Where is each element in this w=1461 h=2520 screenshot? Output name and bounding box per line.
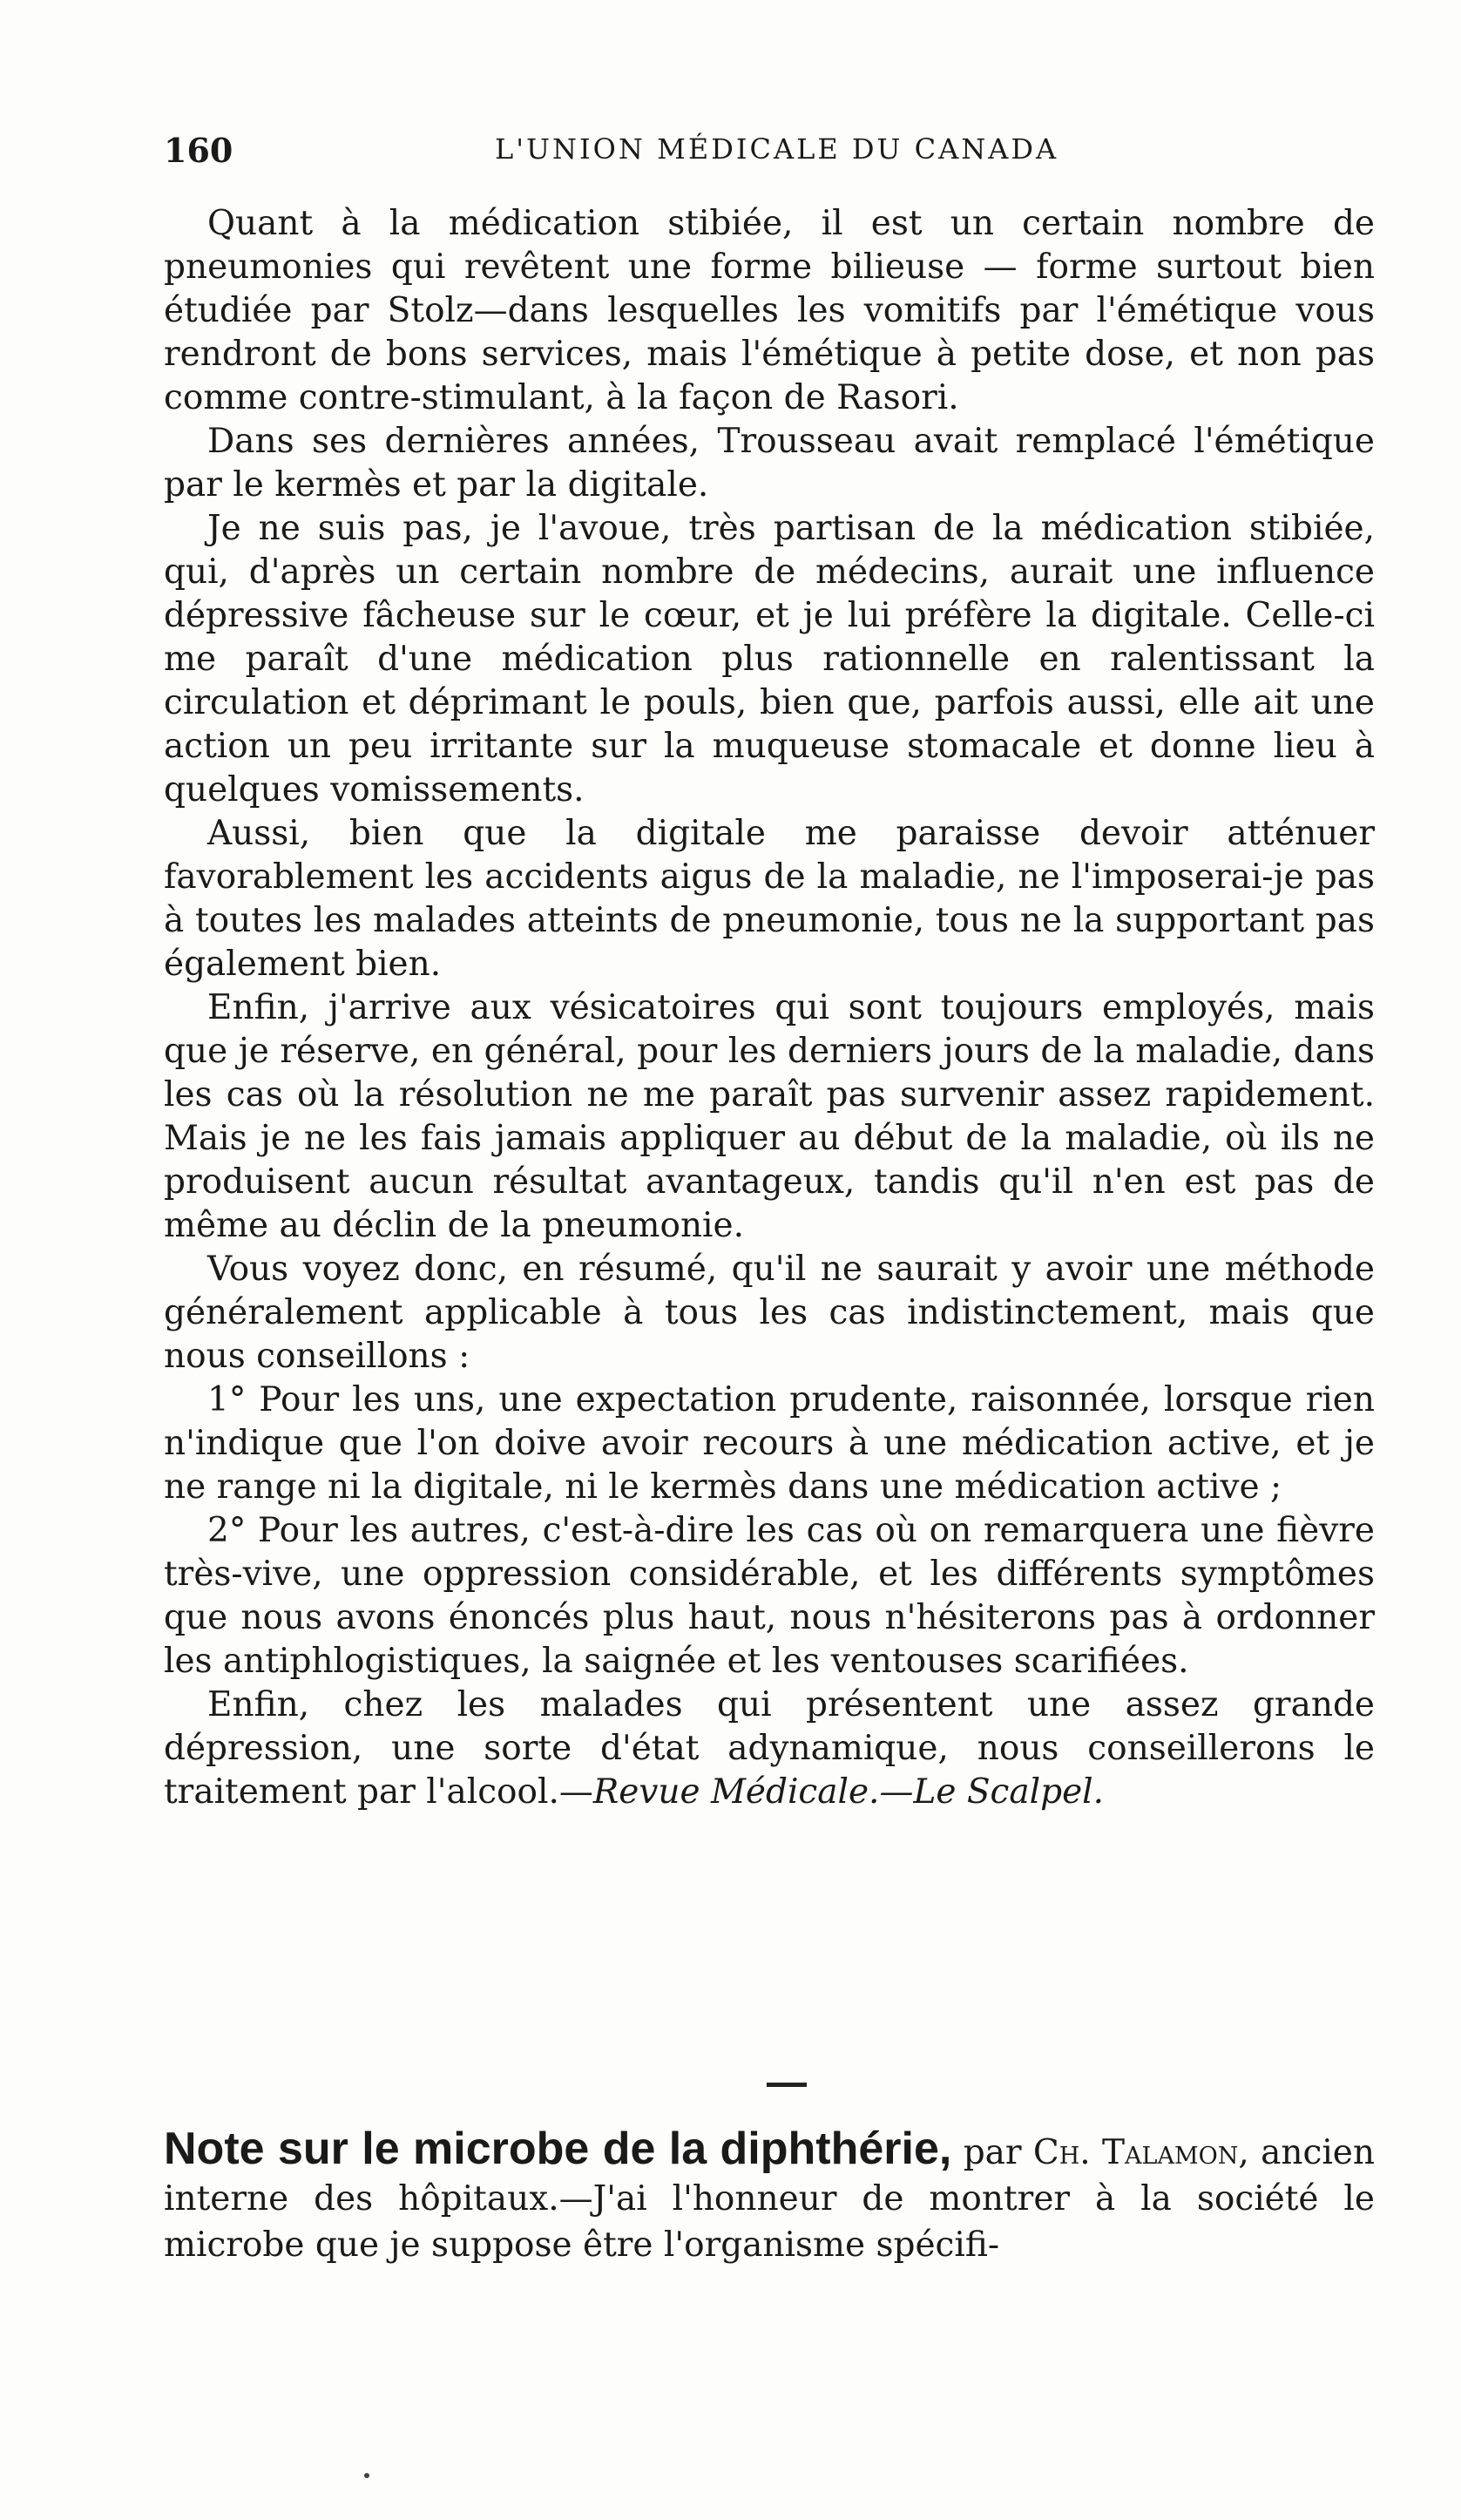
note-section: [164, 2126, 1375, 2268]
paragraph: Je ne suis pas, je l'avoue, très partisan de la médication stibiée, qui, d'après un certain nombre de médecins, aurait une influence dépressive fâcheuse sur le cœur, et je lui préfère la digitale. Celle-ci me paraît d'une médication plus rationnelle en ralentissant la circulation et déprimant le pouls, bien que, parfois aussi, elle ait une action un peu irritante sur la muqueuse stomacale et donne lieu à quelques vomissements.: [164, 509, 1375, 810]
paragraph: Vous voyez donc, en résumé, qu'il ne saurait y avoir une méthode généralement applicable à tous les cas indistinctement, mais que nous conseillons :: [164, 1250, 1375, 1376]
paragraph: 2° Pour les autres, c'est-à-dire les cas où on remarquera une fièvre très-vive, une oppression considérable, et les différents symptômes que nous avons énoncés plus haut, nous n'hésiterons pas à ordonner les antiphlogistiques, la saignée et les ventouses scarifiées.: [164, 1511, 1375, 1681]
note-text: ancien interne des hôpitaux.—J'ai l'honneur de montrer à la société le microbe que je suppose être l'organisme spécifi-: [164, 2133, 1376, 2265]
note-title: Note sur le microbe de la diphthérie,: [164, 2124, 952, 2174]
section-separator: [767, 2083, 807, 2087]
note-by: par: [951, 2133, 1033, 2172]
page-number: 160: [164, 131, 233, 170]
paragraph-text: Enfin, chez les malades qui présentent une assez grande dépression, une sorte d'état adynamique, nous conseillerons le traitement par l'alcool.—: [164, 1685, 1375, 1812]
paragraph: Quant à la médication stibiée, il est un certain nombre de pneumonies qui revêtent une forme bilieuse — forme surtout bien étudiée par Stolz—dans lesquelles les vomitifs par l'émétique vous rendront de bons services, mais l'émétique à petite dose, et non pas comme contre-stimulant, à la façon de Rasori.: [164, 204, 1375, 417]
article-body: [164, 202, 1375, 1814]
note-author: Ch. Talamon,: [1032, 2133, 1249, 2172]
running-title: L'UNION MÉDICALE DU CANADA: [495, 132, 1059, 166]
paragraph: Enfin, j'arrive aux vésicatoires qui sont toujours employés, mais que je réserve, en général, pour les derniers jours de la maladie, dans les cas où la résolution ne me paraît pas survenir assez rapidement. Mais je ne les fais jamais appliquer au début de la maladie, où ils ne produisent aucun résultat avantageux, tandis qu'il n'en est pas de même au déclin de la pneumonie.: [164, 988, 1375, 1245]
source-citation: Revue Médicale.—Le Scalpel.: [592, 1772, 1105, 1812]
paragraph: Dans ses dernières années, Trousseau avait remplacé l'émétique par le kermès et par la digitale.: [164, 422, 1375, 505]
paragraph: 1° Pour les uns, une expectation prudente, raisonnée, lorsque rien n'indique que l'on doive avoir recours à une médication active, et je ne range ni la digitale, ni le kermès dans une médication active ;: [164, 1380, 1375, 1507]
page-header: [164, 131, 1366, 174]
paragraph: Aussi, bien que la digitale me paraisse devoir atténuer favorablement les accidents aigus de la maladie, ne l'imposerai-je pas à toutes les malades atteints de pneumonie, tous ne la supportant pas également bien.: [164, 814, 1375, 984]
print-speck: [364, 2473, 369, 2478]
note-paragraph: [164, 2126, 1375, 2268]
paragraph-final: [164, 1683, 1375, 1814]
